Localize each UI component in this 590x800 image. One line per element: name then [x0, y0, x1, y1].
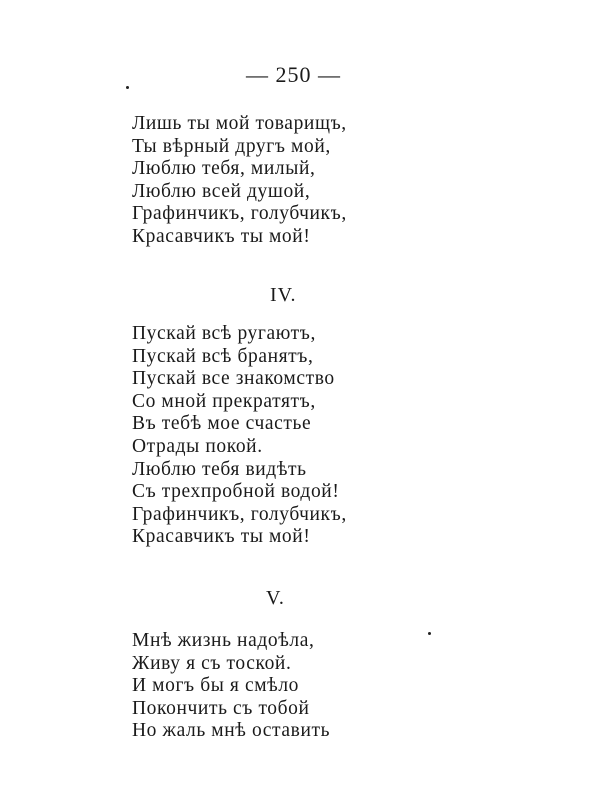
verse-line: Съ трехпробной водой! [132, 481, 340, 503]
verse-line: Покончить съ тобой [132, 697, 310, 719]
verse-line: Люблю тебя видѣть [132, 458, 307, 480]
verse-line: Ты вѣрный другъ мой, [132, 135, 331, 157]
section-heading-iv: IV. [270, 284, 297, 306]
verse-line: Пускай всѣ ругаютъ, [132, 323, 316, 344]
stanza-3 [132, 630, 330, 743]
verse-line: Пускай все знакомство [132, 368, 335, 390]
stanza-1 [132, 113, 347, 249]
verse-line: Мнѣ жизнь надоѣла, [132, 630, 315, 651]
ink-speck [428, 632, 431, 635]
verse-line: Живу я съ тоской. [132, 652, 292, 674]
verse-line: Люблю тебя, милый, [132, 158, 316, 180]
verse-line: Въ тебѣ мое счастье [132, 413, 312, 435]
verse-line: Красавчикъ ты мой! [132, 225, 311, 247]
verse-line: И могъ бы я смѣло [132, 675, 300, 697]
verse-line: Графинчикъ, голубчикъ, [132, 203, 347, 225]
verse-line: Пускай всѣ бранятъ, [132, 345, 314, 367]
verse-line: Красавчикъ ты мой! [132, 526, 311, 548]
verse-line: Графинчикъ, голубчикъ, [132, 503, 347, 525]
page-number: — 250 — [246, 62, 341, 87]
verse-line: Люблю всей душой, [132, 180, 311, 202]
ink-speck [126, 86, 129, 89]
verse-line: Со мной прекратятъ, [132, 390, 316, 412]
verse-line: Отрады покой. [132, 435, 263, 457]
stanza-2 [132, 323, 347, 549]
verse-line: Лишь ты мой товарищъ, [132, 113, 347, 134]
verse-line: Но жаль мнѣ оставить [132, 720, 331, 742]
section-heading-v: V. [266, 587, 285, 609]
